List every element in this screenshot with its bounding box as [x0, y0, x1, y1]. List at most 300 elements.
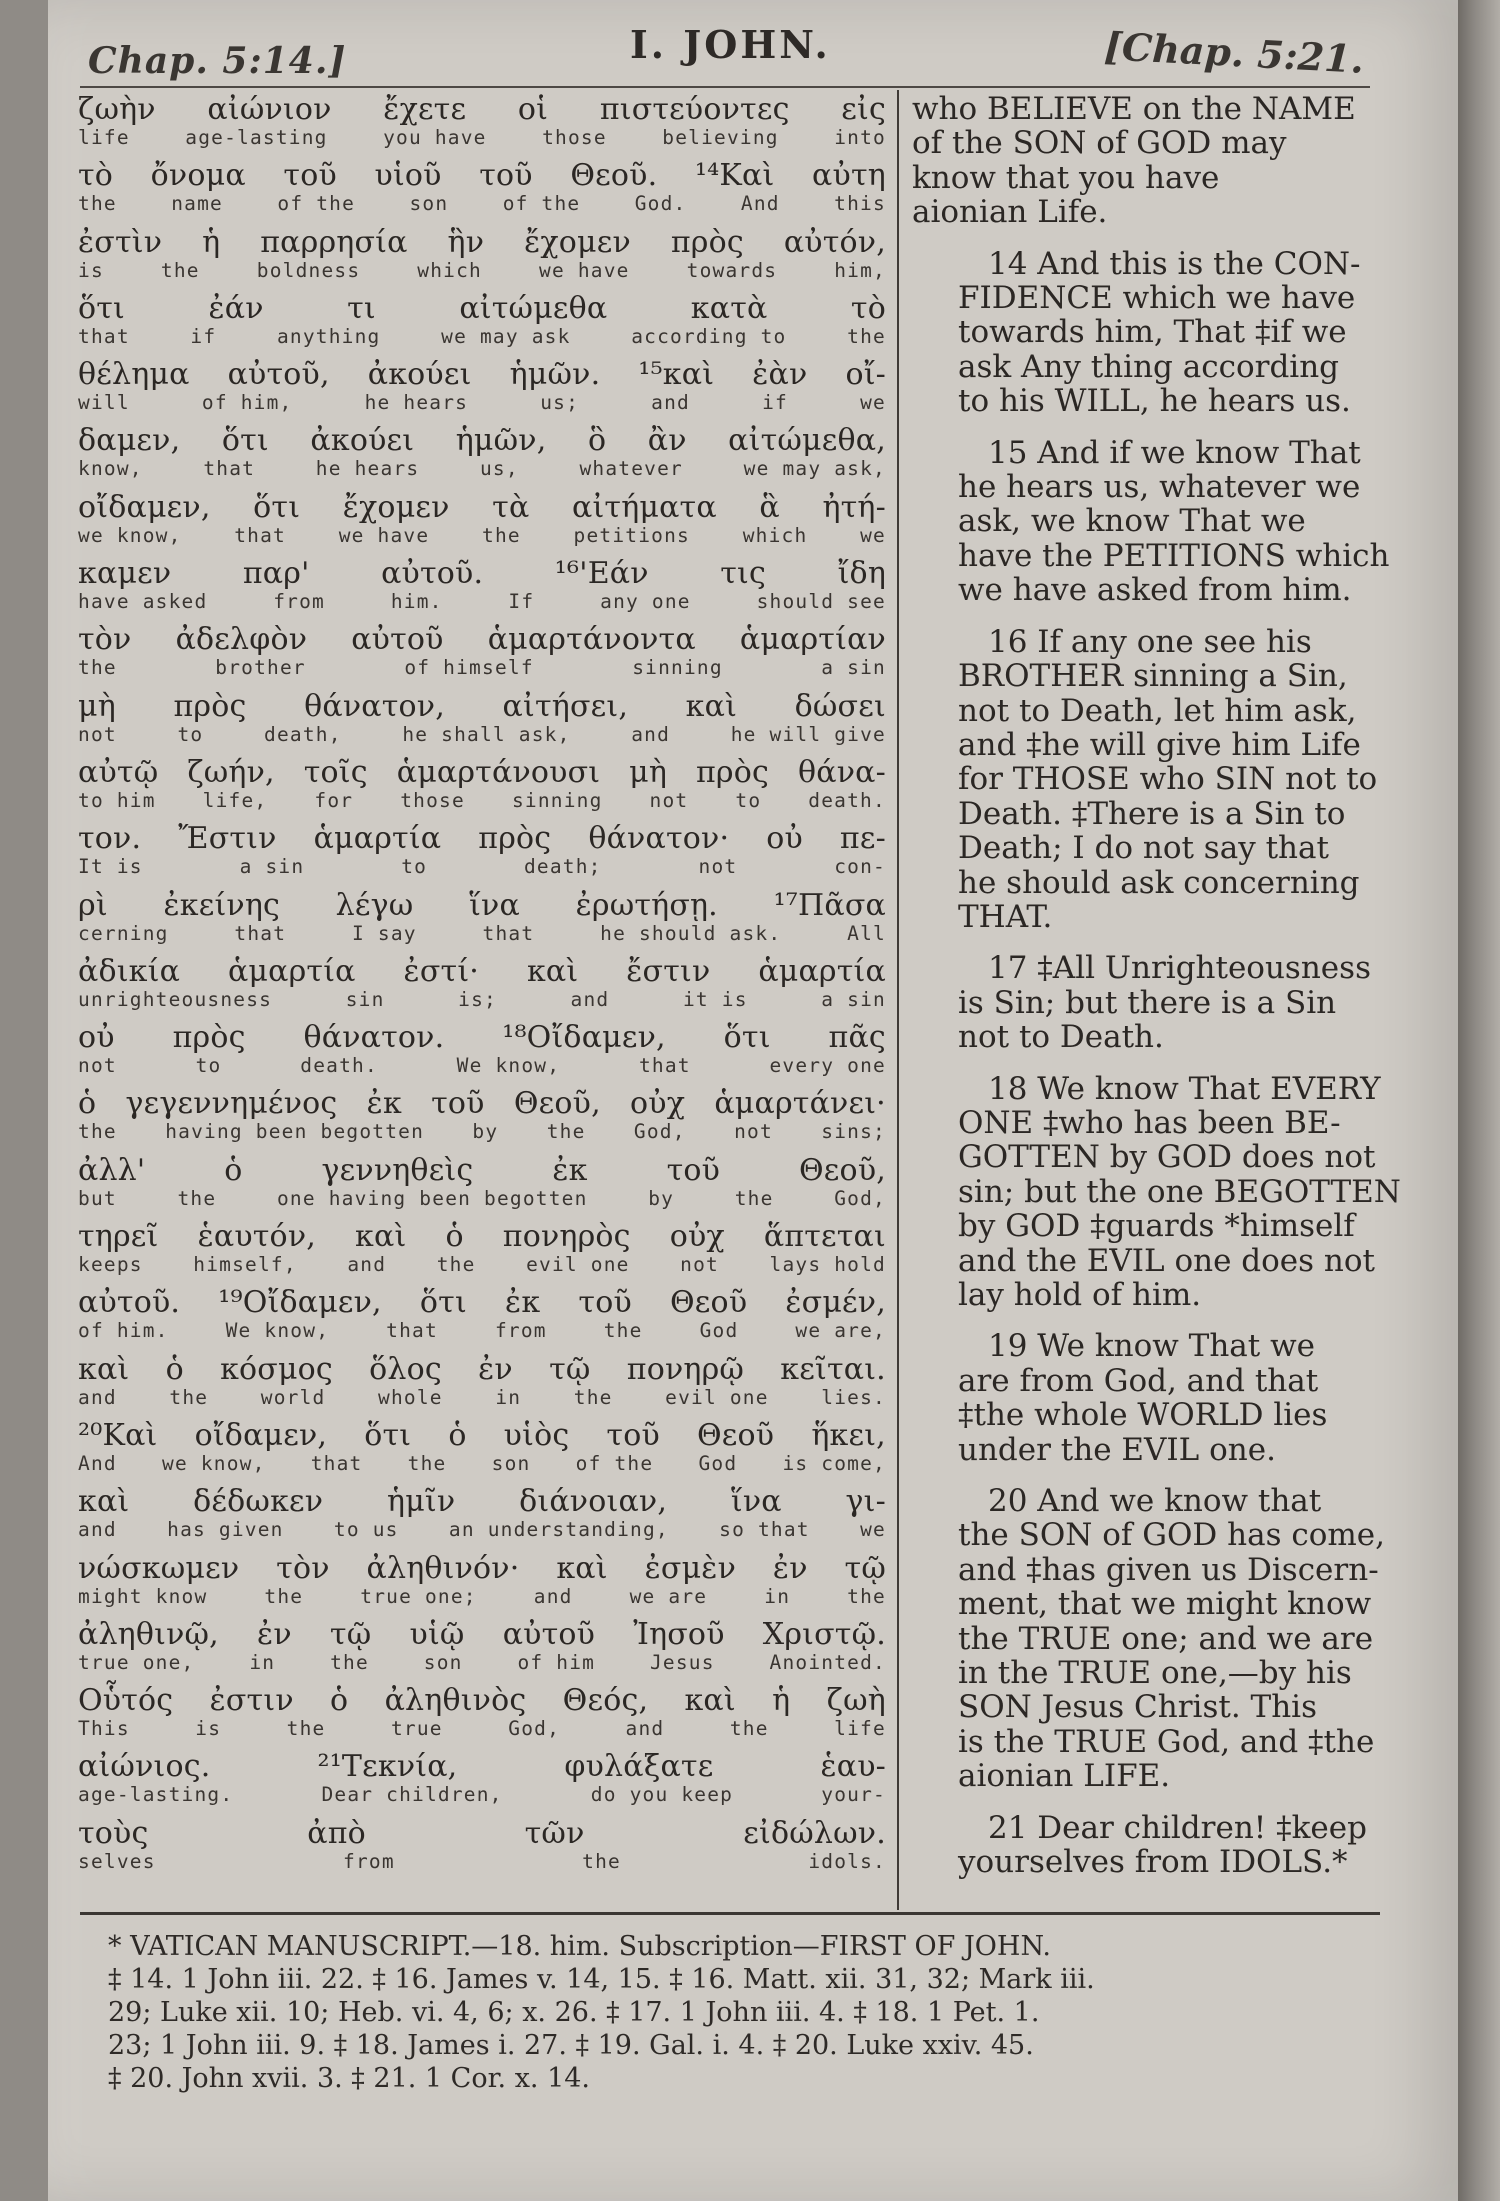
greek-word: νώσκωμεν	[78, 1550, 240, 1586]
interlinear-line	[78, 1484, 886, 1550]
interlinear-line	[78, 1749, 886, 1815]
page-edge	[1458, 0, 1500, 2201]
verse-paragraph	[912, 1070, 1401, 1313]
greek-word: ἁμαρτάνουσι	[396, 754, 601, 790]
greek-word: ἡμῶν.	[509, 357, 601, 393]
greek-word: ἡ	[772, 1683, 791, 1719]
greek-text	[78, 1285, 886, 1321]
greek-word: πονηρὸς	[502, 1219, 631, 1255]
interlinear-line	[78, 622, 886, 688]
greek-word: ἃ	[759, 489, 780, 525]
gloss-word: him.	[390, 590, 443, 614]
gloss-word: and	[533, 1584, 573, 1608]
gloss-word: the	[546, 1120, 586, 1144]
english-gloss	[78, 1585, 886, 1611]
greek-word: ἐκείνης	[163, 887, 281, 923]
greek-text	[78, 1020, 886, 1056]
interlinear-line	[78, 1418, 886, 1484]
greek-word: ἥκει,	[811, 1417, 886, 1453]
gloss-word: not	[78, 722, 117, 746]
greek-word: ὁ	[224, 1152, 243, 1188]
interlinear-line	[78, 1020, 886, 1086]
greek-word: διάνοιαν,	[519, 1484, 668, 1520]
greek-word: αἰτώμεθα,	[728, 423, 886, 459]
gloss-word: It is	[78, 855, 143, 879]
gloss-word: the	[286, 1717, 326, 1741]
gloss-word: unrighteousness	[78, 987, 273, 1011]
gloss-word: God,	[834, 1186, 886, 1210]
greek-word: ἐν	[478, 1351, 513, 1387]
english-gloss	[78, 1120, 886, 1146]
greek-word: ἐστί·	[403, 953, 480, 989]
greek-text	[78, 423, 886, 459]
greek-word: Θεοῦ	[670, 1285, 748, 1321]
footnotes	[108, 1930, 1378, 2095]
greek-word: καὶ	[685, 688, 738, 724]
greek-word: γεγεννημένος	[125, 1086, 338, 1122]
gloss-word: for	[314, 788, 354, 812]
gloss-word: and	[78, 1385, 117, 1409]
greek-word: ἀληθινῷ,	[78, 1616, 219, 1652]
greek-word: ἁμαρτία	[227, 953, 356, 989]
gloss-word: And	[78, 1451, 117, 1475]
greek-word: αὐτοῦ,	[227, 357, 330, 393]
header-rule	[80, 86, 1370, 88]
greek-word: τηρεῖ	[78, 1219, 159, 1255]
verse-line: under the EVIL one.	[958, 1431, 1276, 1468]
gloss-word: we	[860, 1518, 886, 1542]
gloss-word: from	[494, 1319, 547, 1343]
greek-word: καὶ	[556, 1550, 608, 1586]
greek-word: υἱὸς	[503, 1417, 570, 1453]
gloss-word: but	[78, 1186, 117, 1210]
gloss-word: whatever	[579, 457, 683, 481]
verse-line: GOTTEN by GOD does not	[958, 1139, 1376, 1176]
greek-word: ¹⁹Οἴδαμεν,	[218, 1285, 382, 1321]
english-gloss	[78, 656, 886, 682]
greek-word: τῷ	[549, 1351, 591, 1387]
english-gloss	[78, 391, 886, 417]
interlinear-line	[78, 1219, 886, 1285]
gloss-word: the	[78, 1120, 117, 1144]
greek-text	[78, 821, 886, 857]
verse-line: lay hold of him.	[958, 1277, 1202, 1313]
gloss-word: life	[834, 1717, 886, 1741]
gloss-word: name	[171, 192, 223, 216]
greek-word: τις	[720, 556, 767, 592]
gloss-word: to us	[333, 1518, 399, 1542]
greek-text	[78, 556, 886, 592]
gloss-word: the	[734, 1186, 774, 1210]
gloss-word: of him	[517, 1650, 596, 1674]
gloss-word: will	[78, 391, 130, 415]
gloss-word: we have	[539, 258, 630, 282]
gloss-word: death.	[808, 788, 886, 812]
gloss-word: true	[390, 1717, 443, 1741]
greek-word: κόσμος	[220, 1351, 333, 1387]
gloss-word: we	[860, 523, 886, 547]
greek-text	[78, 1484, 886, 1520]
gloss-word: This	[78, 1717, 130, 1741]
gloss-word: life,	[202, 788, 268, 812]
gloss-word: son	[409, 192, 449, 216]
greek-word: καὶ	[355, 1219, 407, 1255]
greek-word: γι-	[845, 1484, 886, 1520]
greek-word: υἱοῦ	[374, 158, 442, 194]
verse-paragraph	[912, 92, 1367, 230]
greek-word: ἅπτεται	[763, 1219, 886, 1255]
greek-word: ζωὴν	[78, 92, 156, 127]
greek-word: τοῦ	[283, 158, 337, 194]
verse-line: have the PETITIONS which	[958, 537, 1390, 574]
english-gloss	[78, 457, 886, 483]
gloss-word: it is	[682, 987, 748, 1011]
gloss-word: death,	[264, 722, 342, 746]
verse-line: is the TRUE God, and ‡the	[958, 1723, 1375, 1760]
greek-word: θάνατον.	[303, 1020, 445, 1056]
gloss-word: the	[330, 1650, 369, 1674]
verse-line: know that you have	[912, 159, 1220, 196]
verse-line: Death; I do not say that	[958, 830, 1329, 867]
greek-word: ὅτι	[78, 290, 126, 326]
greek-word: καὶ	[526, 953, 579, 989]
column-divider	[897, 90, 899, 1910]
gloss-word: idols.	[808, 1849, 886, 1873]
greek-word: δέδωκεν	[193, 1484, 324, 1520]
interlinear-line	[78, 225, 886, 291]
verse-paragraph	[912, 247, 1367, 419]
greek-word: ἐκ	[366, 1086, 402, 1122]
gloss-word: we may ask,	[743, 457, 886, 481]
header-chapter-start: Chap. 5:14.]	[88, 40, 347, 82]
greek-word: μὴ	[629, 754, 668, 790]
gloss-word: those	[542, 126, 607, 149]
verse-line: and ‡has given us Discern-	[958, 1551, 1379, 1588]
gloss-word: not	[78, 1054, 117, 1078]
interlinear-line	[78, 821, 886, 887]
gloss-word: lays hold	[769, 1253, 886, 1277]
greek-word: οἴ-	[845, 357, 886, 393]
english-gloss	[78, 1717, 886, 1743]
greek-word: κεῖται.	[780, 1351, 886, 1387]
footnote-line: ‡ 14. 1 John iii. 22. ‡ 16. James v. 14, 15. ‡ 16. Matt. xii. 31, 32; Mark iii.	[108, 1964, 1095, 1995]
footnote-line: ‡ 20. John xvii. 3. ‡ 21. 1 Cor. x. 14.	[108, 2063, 591, 2094]
gloss-word: age-lasting.	[78, 1783, 234, 1807]
greek-word: ἀπὸ	[307, 1815, 366, 1851]
greek-word: φυλάξατε	[564, 1749, 714, 1785]
greek-word: ἀδελφὸν	[175, 622, 308, 658]
gloss-word: and	[347, 1253, 387, 1277]
gloss-word: God.	[634, 192, 687, 216]
greek-word: ἁμαρτία	[313, 821, 442, 857]
verse-line: 17 ‡All Unrighteousness	[988, 950, 1371, 987]
greek-word: τοῖς	[303, 754, 368, 790]
verse-line: 15 And if we know That	[988, 434, 1361, 471]
greek-word: ἐν	[772, 1550, 808, 1586]
gloss-word: to	[401, 855, 428, 879]
gloss-word: he shall ask,	[402, 722, 571, 746]
greek-word: Ἔστιν	[178, 821, 277, 857]
verse-line: THAT.	[958, 898, 1053, 935]
greek-word: τῶν	[524, 1815, 585, 1851]
verse-line: is Sin; but there is a Sin	[958, 984, 1337, 1021]
gloss-word: that	[482, 921, 535, 945]
gloss-word: this	[834, 192, 886, 216]
greek-word: ἁμαρτάνοντα	[487, 622, 696, 658]
greek-word: Θεός,	[562, 1683, 649, 1719]
gloss-word: believing	[662, 126, 779, 149]
gloss-word: he hears	[364, 391, 469, 415]
greek-word: αὐτη	[812, 158, 886, 194]
greek-word: καὶ	[684, 1683, 736, 1719]
gloss-word: the	[482, 523, 521, 547]
gloss-word: brother	[215, 656, 306, 680]
interlinear-line	[78, 490, 886, 556]
greek-word: ἐάν	[208, 290, 264, 326]
gloss-word: your-	[821, 1783, 886, 1807]
gloss-word: and	[631, 722, 671, 746]
gloss-word: to	[177, 722, 204, 746]
gloss-word: a sin	[239, 855, 305, 879]
gloss-word: an understanding,	[448, 1518, 669, 1542]
greek-word: αἰώνιος.	[78, 1749, 211, 1785]
greek-word: τοῦ	[479, 158, 533, 194]
greek-text	[78, 1219, 886, 1255]
header-chapter-end: [Chap. 5:21.	[1102, 23, 1365, 82]
gloss-word: we know,	[78, 523, 182, 547]
greek-word: ὅτι	[221, 423, 269, 459]
verse-line: ment, that we might know	[958, 1586, 1372, 1623]
greek-word: τὸν	[276, 1550, 330, 1586]
greek-word: ρὶ	[78, 887, 108, 923]
interlinear-line	[78, 423, 886, 489]
gloss-word: to him	[78, 788, 156, 812]
verse-line: 18 We know That EVERY	[988, 1070, 1381, 1107]
verse-line: he should ask concerning	[958, 864, 1360, 901]
gloss-word: not	[649, 788, 689, 812]
gloss-word: him,	[834, 258, 886, 282]
gloss-word: he should ask.	[600, 921, 782, 945]
greek-word: ὁ	[448, 1417, 467, 1453]
greek-word: ὃ	[587, 423, 607, 459]
greek-word: ἔχομεν	[524, 224, 631, 260]
gloss-word: God,	[508, 1717, 561, 1741]
greek-word: ἀλλ'	[78, 1152, 146, 1188]
greek-word: παρ'	[242, 556, 310, 592]
gloss-word: that	[234, 921, 287, 945]
greek-word: αἰτώμεθα	[459, 290, 608, 326]
greek-text	[78, 954, 886, 990]
greek-word: ἐρωτήσῃ.	[575, 887, 718, 923]
greek-word: αὐτῷ	[78, 754, 159, 790]
interlinear-line	[78, 1153, 886, 1219]
running-header	[80, 18, 1365, 88]
greek-word: αὐτόν,	[783, 224, 886, 260]
verse-line: ‡the whole WORLD lies	[958, 1397, 1328, 1434]
gloss-word: anything	[276, 324, 381, 348]
gloss-word: to	[195, 1054, 222, 1078]
gloss-word: not	[734, 1120, 773, 1144]
verse-line: we have asked from him.	[958, 572, 1352, 609]
interlinear-line	[78, 556, 886, 622]
greek-text	[78, 225, 886, 261]
english-gloss	[78, 1187, 886, 1213]
gloss-word: God,	[633, 1120, 686, 1144]
gloss-word: of himself	[404, 656, 534, 680]
greek-word: θάνα-	[797, 754, 886, 790]
greek-text	[78, 291, 886, 327]
english-gloss	[78, 590, 886, 616]
greek-word: αὐτοῦ.	[78, 1285, 181, 1321]
interlinear-line	[78, 158, 886, 224]
gloss-word: sin	[345, 987, 385, 1011]
english-gloss	[78, 1850, 886, 1876]
greek-word: καὶ	[78, 1351, 130, 1387]
greek-word: Θεοῦ,	[513, 1086, 601, 1122]
verse-line: yourselves from IDOLS.*	[958, 1844, 1348, 1881]
gloss-word: if	[190, 324, 217, 348]
greek-word: ²¹Τεκνία,	[317, 1749, 458, 1785]
greek-word: Ἰησοῦ	[633, 1616, 725, 1652]
greek-text	[78, 490, 886, 526]
greek-word: ἔχετε	[383, 92, 467, 127]
english-gloss	[78, 723, 886, 749]
gloss-word: the	[582, 1849, 621, 1873]
greek-word: ἁμαρτάνει·	[714, 1086, 886, 1122]
greek-text	[78, 1153, 886, 1189]
verse-line: ask, we know That we	[958, 503, 1306, 540]
gloss-word: have asked	[78, 590, 208, 614]
greek-word: πρὸς	[173, 688, 247, 724]
greek-word: ἀκούει	[310, 423, 415, 459]
verse-line: 20 And we know that	[988, 1483, 1322, 1520]
greek-word: ὁ	[330, 1683, 349, 1719]
gloss-word: If	[508, 590, 535, 614]
gloss-word: petitions	[573, 523, 690, 547]
greek-word: ὅλος	[369, 1351, 442, 1387]
greek-text	[78, 755, 886, 791]
gloss-word: that	[386, 1319, 438, 1343]
gloss-word: not	[680, 1253, 719, 1277]
greek-word: οὐ	[78, 1020, 115, 1056]
english-gloss	[78, 1054, 886, 1080]
greek-word: τὰ	[492, 489, 530, 525]
gloss-word: Jesus	[649, 1650, 715, 1674]
greek-word: αἰτήματα	[572, 489, 717, 525]
gloss-word: God	[698, 1451, 738, 1475]
greek-word: εἰδώλων.	[743, 1815, 886, 1851]
greek-word: ζωήν,	[187, 754, 275, 790]
verse-line: the TRUE one; and we are	[958, 1620, 1374, 1657]
gloss-word: if	[762, 391, 788, 415]
greek-text	[78, 158, 886, 194]
gloss-word: has given	[167, 1518, 284, 1542]
gloss-word: the	[847, 324, 886, 348]
gloss-word: And	[740, 192, 780, 216]
verse-line: FIDENCE which we have	[958, 280, 1356, 317]
gloss-word: the	[436, 1253, 476, 1277]
gloss-word: might know	[78, 1584, 208, 1608]
greek-text	[78, 1749, 886, 1785]
gloss-word: true one,	[78, 1650, 195, 1674]
gloss-word: evil one	[665, 1385, 769, 1409]
verse-line: 14 And this is the CON-	[988, 245, 1361, 282]
gloss-word: himself,	[193, 1253, 297, 1277]
gloss-word: which	[417, 258, 482, 282]
gloss-word: is	[195, 1717, 222, 1741]
gloss-word: into	[834, 126, 886, 149]
verse-line: aionian Life.	[912, 194, 1108, 231]
english-gloss	[78, 988, 886, 1014]
gloss-word: I say	[352, 921, 417, 945]
greek-word: ἔχομεν	[342, 489, 450, 525]
gloss-word: us,	[479, 457, 519, 481]
gloss-word: the	[177, 1186, 217, 1210]
greek-word: οἱ	[517, 92, 549, 127]
gloss-word: not	[698, 855, 738, 879]
greek-word: εἰς	[841, 92, 886, 127]
greek-word: ὄνομα	[150, 158, 246, 194]
greek-word: αἰώνιον	[207, 92, 332, 127]
greek-word: τὸν	[78, 622, 132, 658]
greek-word: ὁ	[165, 1351, 184, 1387]
gloss-word: is	[78, 258, 104, 282]
gloss-word: that	[203, 457, 256, 481]
gloss-word: in	[495, 1385, 522, 1409]
gloss-word: and	[570, 987, 610, 1011]
gloss-word: those	[400, 788, 465, 812]
greek-word: ἐστὶν	[78, 224, 163, 260]
english-gloss	[78, 524, 886, 550]
gloss-word: lies.	[821, 1385, 886, 1409]
gloss-word: that	[310, 1451, 363, 1475]
gloss-word: by	[648, 1186, 675, 1210]
greek-word: υἱῷ	[409, 1616, 465, 1652]
english-gloss	[78, 789, 886, 815]
verse-paragraph	[912, 623, 1378, 935]
greek-word: τῷ	[844, 1550, 886, 1586]
greek-word: πρὸς	[670, 224, 744, 260]
interlinear-line	[78, 954, 886, 1020]
gloss-word: Anointed.	[769, 1650, 886, 1674]
gloss-word: we	[860, 391, 886, 415]
verse-line: in the TRUE one,—by his	[958, 1655, 1352, 1692]
gloss-word: by	[472, 1120, 499, 1144]
verse-line: by GOD ‡guards *himself	[958, 1208, 1355, 1245]
greek-word: Χριστῷ.	[762, 1616, 886, 1652]
gloss-word: sinning	[511, 788, 603, 812]
gloss-word: boldness	[256, 258, 361, 282]
header-book-title: I. JOHN.	[630, 22, 831, 67]
gloss-word: is come,	[782, 1451, 886, 1475]
verse-line: 16 If any one see his	[988, 623, 1312, 660]
greek-word: ἐσμὲν	[644, 1550, 737, 1586]
greek-text	[78, 92, 886, 128]
greek-word: ὁ	[78, 1086, 97, 1122]
greek-text	[78, 888, 886, 924]
gloss-word: of the	[502, 192, 581, 216]
gloss-word: the	[169, 1385, 209, 1409]
interlinear-greek-column	[78, 92, 886, 1882]
gloss-word: and	[651, 391, 690, 415]
greek-word: τοῦ	[606, 1417, 660, 1453]
gloss-word: son	[423, 1650, 463, 1674]
verse-paragraph	[912, 434, 1390, 609]
english-gloss	[78, 259, 886, 285]
greek-word: πρὸς	[478, 821, 552, 857]
verse-line: ask Any thing according	[958, 348, 1340, 385]
gloss-word: every one	[769, 1054, 886, 1078]
